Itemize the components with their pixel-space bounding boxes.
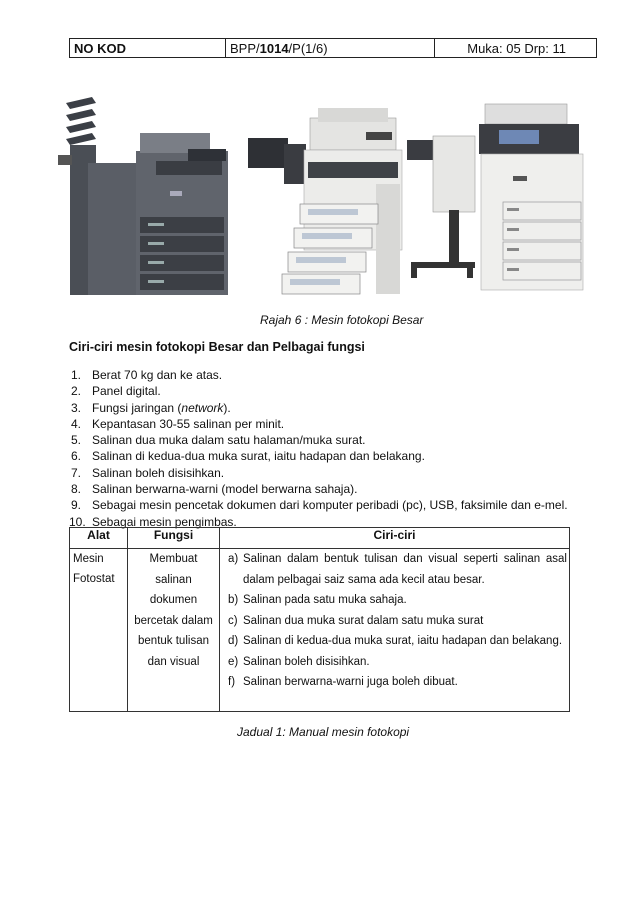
header-fungsi: Fungsi (128, 528, 220, 549)
ciri-item: f) Salinan berwarna-warni juga boleh dibuat. (228, 676, 458, 688)
ciri-item: d) Salinan di kedua-dua muka surat, iaitu hadapan dan belakang. (228, 635, 563, 647)
ciri-item: b) Salinan pada satu muka sahaja. (228, 594, 407, 606)
page-info: Muka: 05 Drp: 11 (467, 41, 566, 56)
list-item: 10. Sebagai mesin pengimbas. (69, 514, 237, 529)
list-item: 9. Sebagai mesin pencetak dokumen dari komputer peribadi (pc), USB, faksimile dan e-mel. (71, 498, 568, 513)
cell-ciri (220, 549, 570, 712)
document-header (69, 38, 597, 58)
list-item: 1. Berat 70 kg dan ke atas. (71, 368, 223, 382)
list-item: 7. Salinan boleh disisihkan. (71, 465, 225, 480)
section-title: Ciri-ciri mesin fotokopi Besar dan Pelbagai fungsi (69, 340, 365, 354)
photocopier-image-2 (248, 100, 408, 300)
table-caption: Jadual 1: Manual mesin fotokopi (237, 725, 410, 739)
table-row (70, 549, 570, 712)
cell-fungsi: Membuat salinan dokumen bercetak dalam bentuk tulisan dan visual (128, 549, 220, 712)
manual-table (69, 527, 570, 712)
table-header-row (70, 528, 570, 549)
code-label: NO KOD (70, 39, 226, 57)
header-ciri: Ciri-ciri (220, 528, 570, 549)
list-item: 8. Salinan berwarna-warni (model berwarna sahaja). (71, 482, 358, 497)
ciri-item: c) Salinan dua muka surat dalam satu muka surat (228, 614, 484, 627)
list-item: 3. Fungsi jaringan (network). (71, 400, 231, 415)
list-item: 2. Panel digital. (71, 384, 161, 399)
photocopier-image-3 (405, 102, 587, 294)
ciri-item: e) Salinan boleh disisihkan. (228, 655, 370, 668)
feature-list (71, 367, 568, 530)
list-item: 6. Salinan di kedua-dua muka surat, iaitu hadapan dan belakang. (71, 449, 425, 464)
document-code: BPP/1014/P(1/6) (226, 39, 435, 57)
ciri-item: a) Salinan dalam bentuk tulisan dan visual seperti salinan asal dalam pelbagai saiz sama ada kecil atau besar. (228, 553, 567, 586)
cell-alat: Mesin Fotostat (70, 549, 128, 712)
header-alat: Alat (70, 528, 128, 549)
photocopier-image-1 (58, 93, 230, 298)
figure-caption: Rajah 6 : Mesin fotokopi Besar (260, 313, 424, 327)
list-item: 5. Salinan dua muka dalam satu halaman/muka surat. (71, 433, 366, 448)
list-item: 4. Kepantasan 30-55 salinan per minit. (71, 416, 285, 431)
